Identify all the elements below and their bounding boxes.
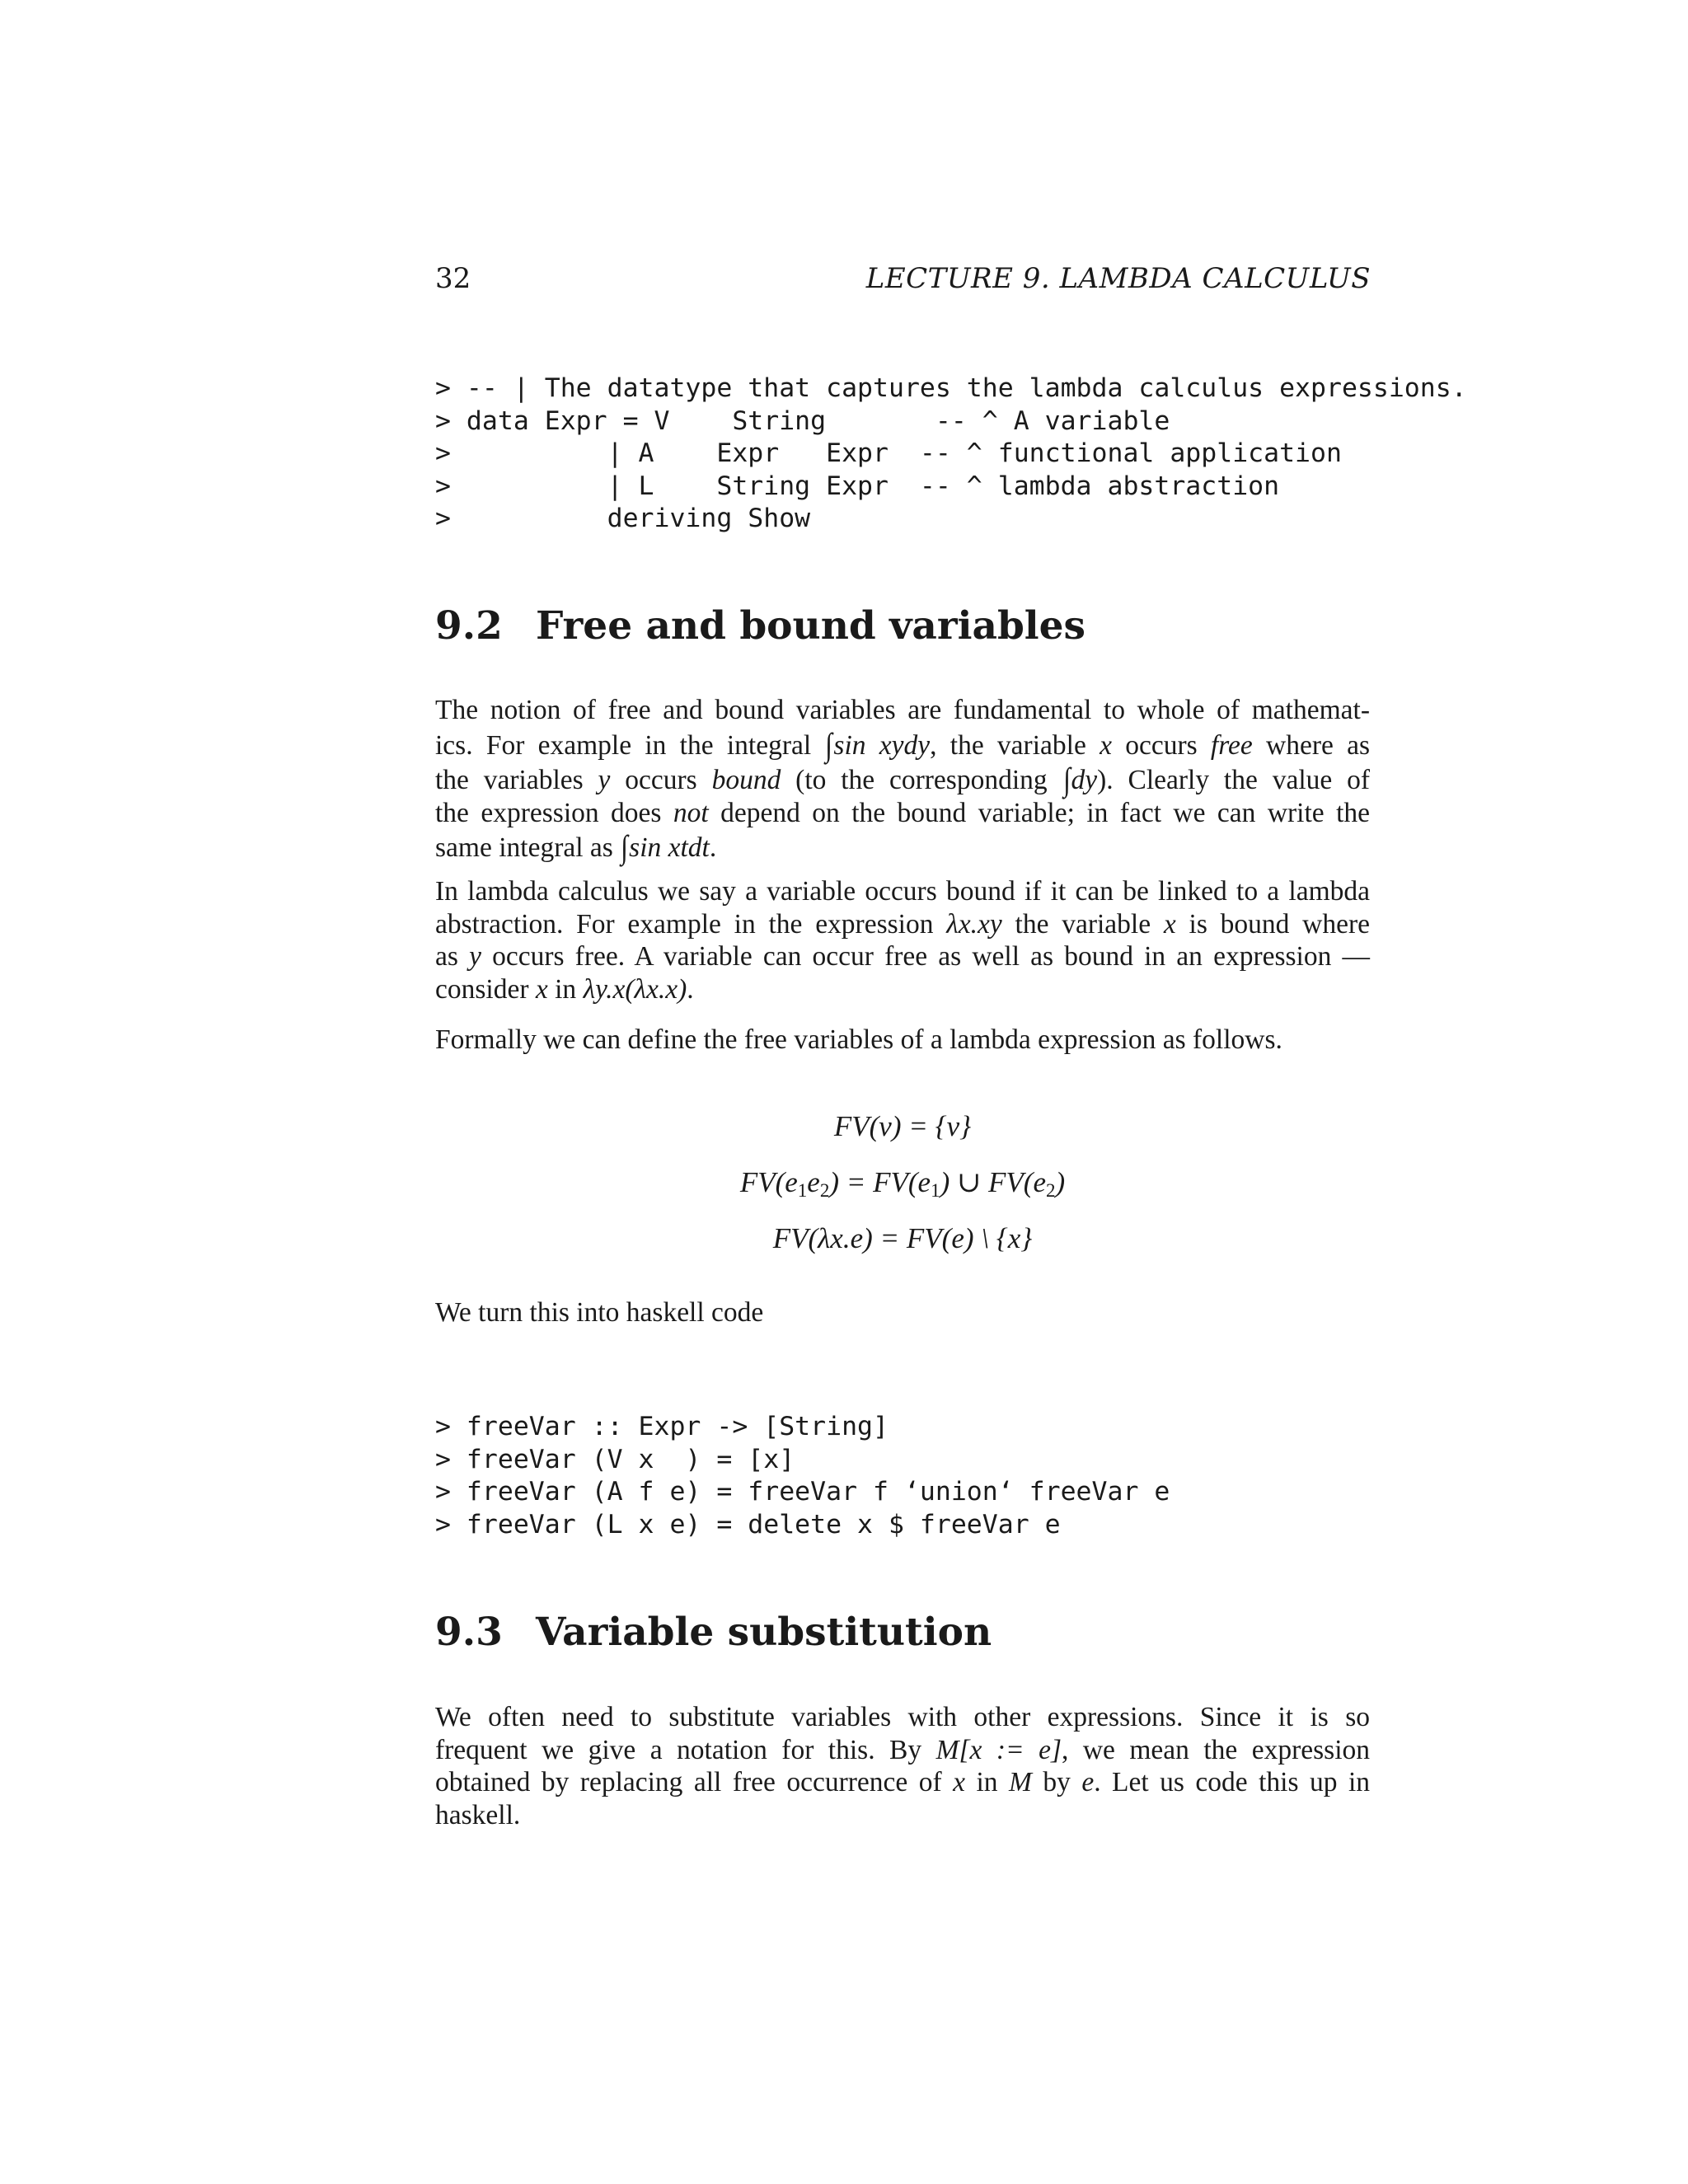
text-run: obtained by replacing all free occurrence of [435, 1767, 954, 1797]
code-line: > freeVar (L x e) = delete x $ freeVar e [435, 1509, 1061, 1540]
code-line: > | A Expr Expr -- ^ functional application [435, 438, 1342, 468]
text-run: the expression does [435, 797, 673, 828]
integral-sign: ∫ [621, 828, 629, 865]
inline-math: y [469, 941, 481, 972]
code-block-expr-datatype [435, 373, 1467, 536]
text-line [435, 1766, 1370, 1799]
text-run: in [964, 1767, 1009, 1797]
math-run: ) = FV(e [829, 1166, 931, 1198]
text-line [435, 908, 1370, 941]
inline-math: sin xtdt [629, 832, 710, 863]
text-line [435, 797, 1370, 830]
text-run: ics. For example in the integral [435, 729, 825, 761]
text-run: is bound where [1175, 908, 1370, 940]
text-line [435, 727, 1370, 762]
code-line: > | L String Expr -- ^ lambda abstraction [435, 471, 1280, 501]
text-run: . Let us code this up in [1094, 1767, 1371, 1797]
inline-math: y [598, 765, 611, 795]
section-number: 9.3 [435, 1610, 503, 1655]
math-run: ) ∪ FV(e [940, 1166, 1046, 1198]
text-run: as [435, 941, 470, 972]
text-line: We often need to substitute variables with other expressions. Since it is so [435, 1702, 1370, 1732]
math-run: FV(e [739, 1166, 798, 1198]
section-heading-9-2 [435, 603, 1085, 649]
paragraph-substitution [435, 1701, 1370, 1831]
equation-fv-abstraction: FV(λx.e) = FV(e) \ {x} [772, 1222, 1033, 1254]
text-run: . [709, 832, 717, 863]
paragraph-lambda-bound [435, 875, 1370, 1005]
text-run: occurs free. A variable can occur free as well as bound in an expression — [481, 941, 1370, 972]
equation-fv-application [435, 1165, 1370, 1200]
text-line: The notion of free and bound variables are fundamental to whole of mathemat- [435, 695, 1370, 725]
text-run: the variables [435, 765, 598, 795]
text-run: same integral as [435, 832, 621, 863]
text-line [435, 973, 1370, 1006]
equation-fv-variable: FV(v) = {v} [833, 1110, 972, 1142]
math-run: e [807, 1166, 820, 1198]
text-run: where as [1252, 729, 1371, 761]
code-line: > freeVar (V x ) = [x] [435, 1444, 795, 1474]
section-title: Variable substitution [536, 1610, 992, 1655]
text-run: the variable [1001, 908, 1164, 940]
text-line: haskell. [435, 1799, 521, 1830]
section-heading-9-3 [435, 1610, 992, 1656]
text-run: ). Clearly the value of [1097, 765, 1371, 795]
paragraph-haskell-intro [435, 1296, 1370, 1329]
subscript: 2 [1046, 1180, 1056, 1201]
inline-math: M[x := e] [935, 1734, 1062, 1765]
text-run: . [687, 973, 694, 1005]
inline-math: dy [1071, 765, 1098, 795]
text-line: Formally we can define the free variables of a lambda expression as follows. [435, 1024, 1282, 1055]
subscript: 1 [797, 1180, 808, 1201]
page-number: 32 [435, 262, 471, 295]
text-run: occurs [1111, 729, 1211, 761]
code-line: > freeVar (A f e) = freeVar f ‘union‘ freeVar e [435, 1477, 1170, 1507]
inline-math: x [1100, 729, 1112, 761]
code-line: > deriving Show [435, 504, 811, 533]
code-block-freevar [435, 1411, 1170, 1541]
section-number: 9.2 [435, 603, 503, 649]
inline-math: λx.xy [946, 908, 1002, 940]
emphasis: bound [711, 765, 781, 795]
emphasis: free [1210, 729, 1253, 761]
inline-math: e [1081, 1767, 1095, 1797]
text-run: , we mean the expression [1062, 1734, 1371, 1765]
text-run: consider [435, 973, 536, 1005]
subscript: 1 [931, 1180, 940, 1201]
text-run: occurs [610, 765, 712, 795]
inline-math: x [953, 1767, 965, 1797]
text-run: frequent we give a notation for this. By [435, 1734, 936, 1765]
emphasis: not [673, 797, 709, 828]
text-run: (to the corresponding [781, 765, 1062, 795]
subscript: 2 [819, 1180, 830, 1201]
inline-math: λy.x(λx.x) [583, 973, 687, 1005]
text-line [435, 940, 1370, 973]
text-line [435, 1734, 1370, 1767]
text-line: We turn this into haskell code [435, 1297, 764, 1328]
text-run: depend on the bound variable; in fact we can write the [708, 797, 1370, 828]
text-run: , the variable [930, 729, 1100, 761]
text-run: in [547, 973, 584, 1005]
code-line: > data Expr = V String -- ^ A variable [435, 405, 1170, 436]
text-line: In lambda calculus we say a variable occurs bound if it can be linked to a lambda [435, 876, 1370, 907]
inline-math: M [1008, 1767, 1032, 1797]
running-header-title: LECTURE 9. LAMBDA CALCULUS [865, 262, 1371, 295]
inline-math: x [1163, 908, 1176, 940]
text-run: abstraction. For example in the expression [435, 908, 947, 940]
paragraph-free-bound-intro [435, 694, 1370, 865]
text-line [435, 829, 1370, 865]
inline-math: x [535, 973, 548, 1005]
inline-math: sin xydy [833, 729, 931, 761]
text-run: by [1031, 1767, 1082, 1797]
text-line [435, 762, 1370, 797]
integral-sign: ∫ [825, 725, 833, 763]
integral-sign: ∫ [1062, 761, 1071, 798]
paragraph-formal-definition [435, 1024, 1370, 1057]
math-run: ) [1055, 1166, 1066, 1198]
code-line: > -- | The datatype that captures the lambda calculus expressions. [435, 373, 1467, 403]
section-title: Free and bound variables [536, 603, 1086, 649]
code-line: > freeVar :: Expr -> [String] [435, 1412, 889, 1441]
